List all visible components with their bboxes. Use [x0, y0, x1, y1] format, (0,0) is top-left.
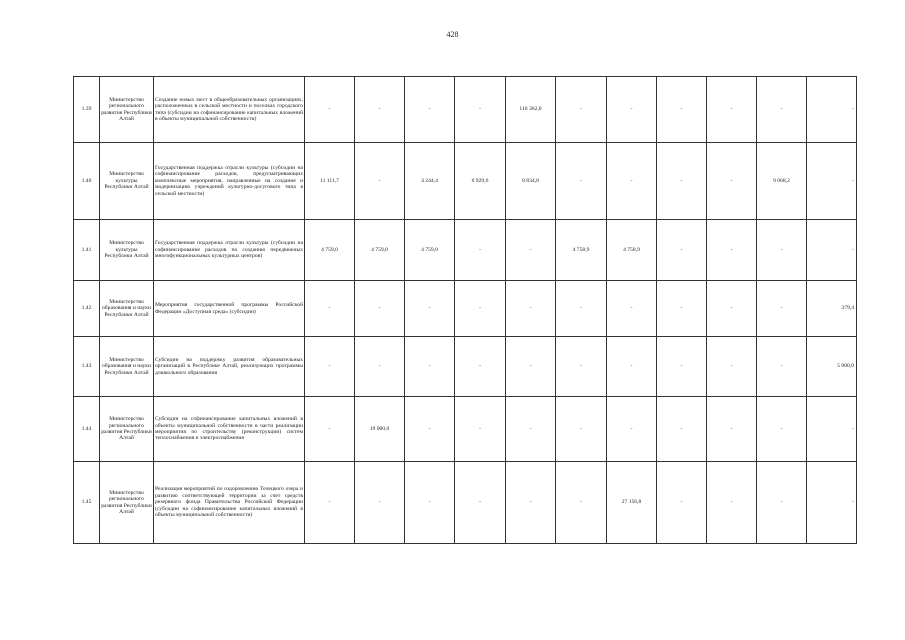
row-code: 1.39: [74, 77, 100, 143]
row-value: -: [657, 77, 707, 143]
row-value: 4 759,0: [305, 220, 355, 281]
row-value: -: [556, 77, 607, 143]
row-value: -: [707, 143, 757, 220]
row-value: 11 111,7: [305, 143, 355, 220]
row-code: 1.40: [74, 143, 100, 220]
row-value: -: [506, 220, 556, 281]
row-value: -: [807, 462, 857, 544]
row-value: -: [556, 397, 607, 462]
row-value: 4 244,4: [405, 143, 455, 220]
row-code: 1.44: [74, 397, 100, 462]
row-code: 1.42: [74, 281, 100, 337]
row-value: 6 929,6: [455, 143, 506, 220]
row-value: -: [506, 462, 556, 544]
row-value: -: [807, 397, 857, 462]
row-executor: Министерство регионального развития Республики Алтай: [100, 462, 154, 544]
row-value: -: [506, 281, 556, 337]
row-value: -: [556, 143, 607, 220]
row-value: 379,4: [807, 281, 857, 337]
row-value: -: [707, 281, 757, 337]
row-value: -: [707, 397, 757, 462]
row-value: -: [305, 397, 355, 462]
row-value: -: [355, 281, 405, 337]
row-value: -: [607, 281, 657, 337]
row-value: 116 362,0: [506, 77, 556, 143]
row-value: 4 758,9: [556, 220, 607, 281]
row-value: -: [757, 77, 807, 143]
row-value: -: [657, 220, 707, 281]
row-value: -: [807, 77, 857, 143]
row-executor: Министерство образования и науки Республики Алтай: [100, 281, 154, 337]
row-description: Государственная поддержка отрасли культуры (субсидии на софинансирование расходов по созданию передвижных многофункциональных культурных центров): [154, 220, 305, 281]
row-value: -: [657, 143, 707, 220]
row-value: -: [757, 462, 807, 544]
row-executor: Министерство регионального развития Республики Алтай: [100, 77, 154, 143]
row-value: -: [405, 462, 455, 544]
row-value: -: [757, 281, 807, 337]
budget-table-body: [74, 77, 857, 544]
row-description: Субсидии на поддержку развития образовательных организаций в Республике Алтай, реализующих программы дошкольного образования: [154, 337, 305, 397]
row-value: -: [305, 281, 355, 337]
row-value: -: [455, 337, 506, 397]
row-executor: Министерство культуры Республики Алтай: [100, 220, 154, 281]
row-description: Мероприятия государственной программы Российской Федерации «Доступная среда» (субсидии): [154, 281, 305, 337]
row-value: 8 834,8: [506, 143, 556, 220]
row-value: 19 000,0: [355, 397, 405, 462]
row-code: 1.41: [74, 220, 100, 281]
row-value: -: [607, 337, 657, 397]
row-value: -: [305, 77, 355, 143]
row-value: -: [707, 77, 757, 143]
row-code: 1.43: [74, 337, 100, 397]
row-description: Создание новых мест в общеобразовательных организациях, расположенных в сельской местности и поселках городского типа (субсидии на софинансирование капитальных вложений в объекты муниципальной собственности): [154, 77, 305, 143]
row-value: -: [556, 281, 607, 337]
row-executor: Министерство регионального развития Республики Алтай: [100, 397, 154, 462]
table-row: [74, 281, 857, 337]
row-value: 5 000,0: [807, 337, 857, 397]
row-value: -: [807, 220, 857, 281]
row-value: -: [305, 462, 355, 544]
row-description: Реализация мероприятий по оздоровлению Телецкого озера и развитию соответствующей территории за счет средств резервного фонда Правительства Российской Федерации (субсидии на софинансирование капитальных вложений в объекты муниципальной собственности): [154, 462, 305, 544]
row-value: -: [556, 337, 607, 397]
row-code: 1.45: [74, 462, 100, 544]
table-row: [74, 220, 857, 281]
row-value: -: [757, 220, 807, 281]
row-value: -: [757, 397, 807, 462]
row-value: -: [355, 77, 405, 143]
table-row: [74, 143, 857, 220]
page-number: 428: [446, 30, 459, 39]
row-value: -: [707, 462, 757, 544]
row-value: -: [707, 337, 757, 397]
row-value: -: [607, 397, 657, 462]
row-value: -: [657, 337, 707, 397]
table-row: [74, 397, 857, 462]
row-executor: Министерство культуры Республики Алтай: [100, 143, 154, 220]
row-value: -: [405, 397, 455, 462]
table-row: [74, 337, 857, 397]
row-value: -: [506, 397, 556, 462]
row-value: 9 068,2: [757, 143, 807, 220]
row-value: -: [607, 77, 657, 143]
row-executor: Министерство образования и науки Республики Алтай: [100, 337, 154, 397]
table-row: [74, 77, 857, 143]
row-value: -: [657, 281, 707, 337]
table-row: [74, 462, 857, 544]
row-value: -: [657, 462, 707, 544]
row-value: -: [455, 220, 506, 281]
row-value: 27 156,8: [607, 462, 657, 544]
row-value: -: [455, 397, 506, 462]
budget-table: [73, 76, 857, 544]
row-value: -: [455, 77, 506, 143]
row-value: -: [355, 143, 405, 220]
row-value: -: [607, 143, 657, 220]
row-value: -: [405, 281, 455, 337]
row-value: -: [506, 337, 556, 397]
row-value: -: [707, 220, 757, 281]
row-value: -: [807, 143, 857, 220]
row-value: 4 759,0: [405, 220, 455, 281]
row-value: -: [405, 77, 455, 143]
row-description: Государственная поддержка отрасли культуры (субсидии на софинансирование расходов, предусматривающих комплексные мероприятия, направленные на создание и модернизацию учреждений культурно-досугового типа в сельской местности): [154, 143, 305, 220]
row-value: -: [405, 337, 455, 397]
row-value: -: [305, 337, 355, 397]
row-value: -: [556, 462, 607, 544]
row-value: -: [355, 337, 405, 397]
row-value: -: [657, 397, 707, 462]
row-value: -: [757, 337, 807, 397]
row-value: 4 758,9: [607, 220, 657, 281]
row-value: -: [355, 462, 405, 544]
row-value: 4 759,0: [355, 220, 405, 281]
row-value: -: [455, 281, 506, 337]
row-description: Субсидии на софинансирование капитальных вложений в объекты муниципальной собственности в части реализации мероприятия по строительству (реконструкции) систем теплоснабжения и электроснабжения: [154, 397, 305, 462]
row-value: -: [455, 462, 506, 544]
